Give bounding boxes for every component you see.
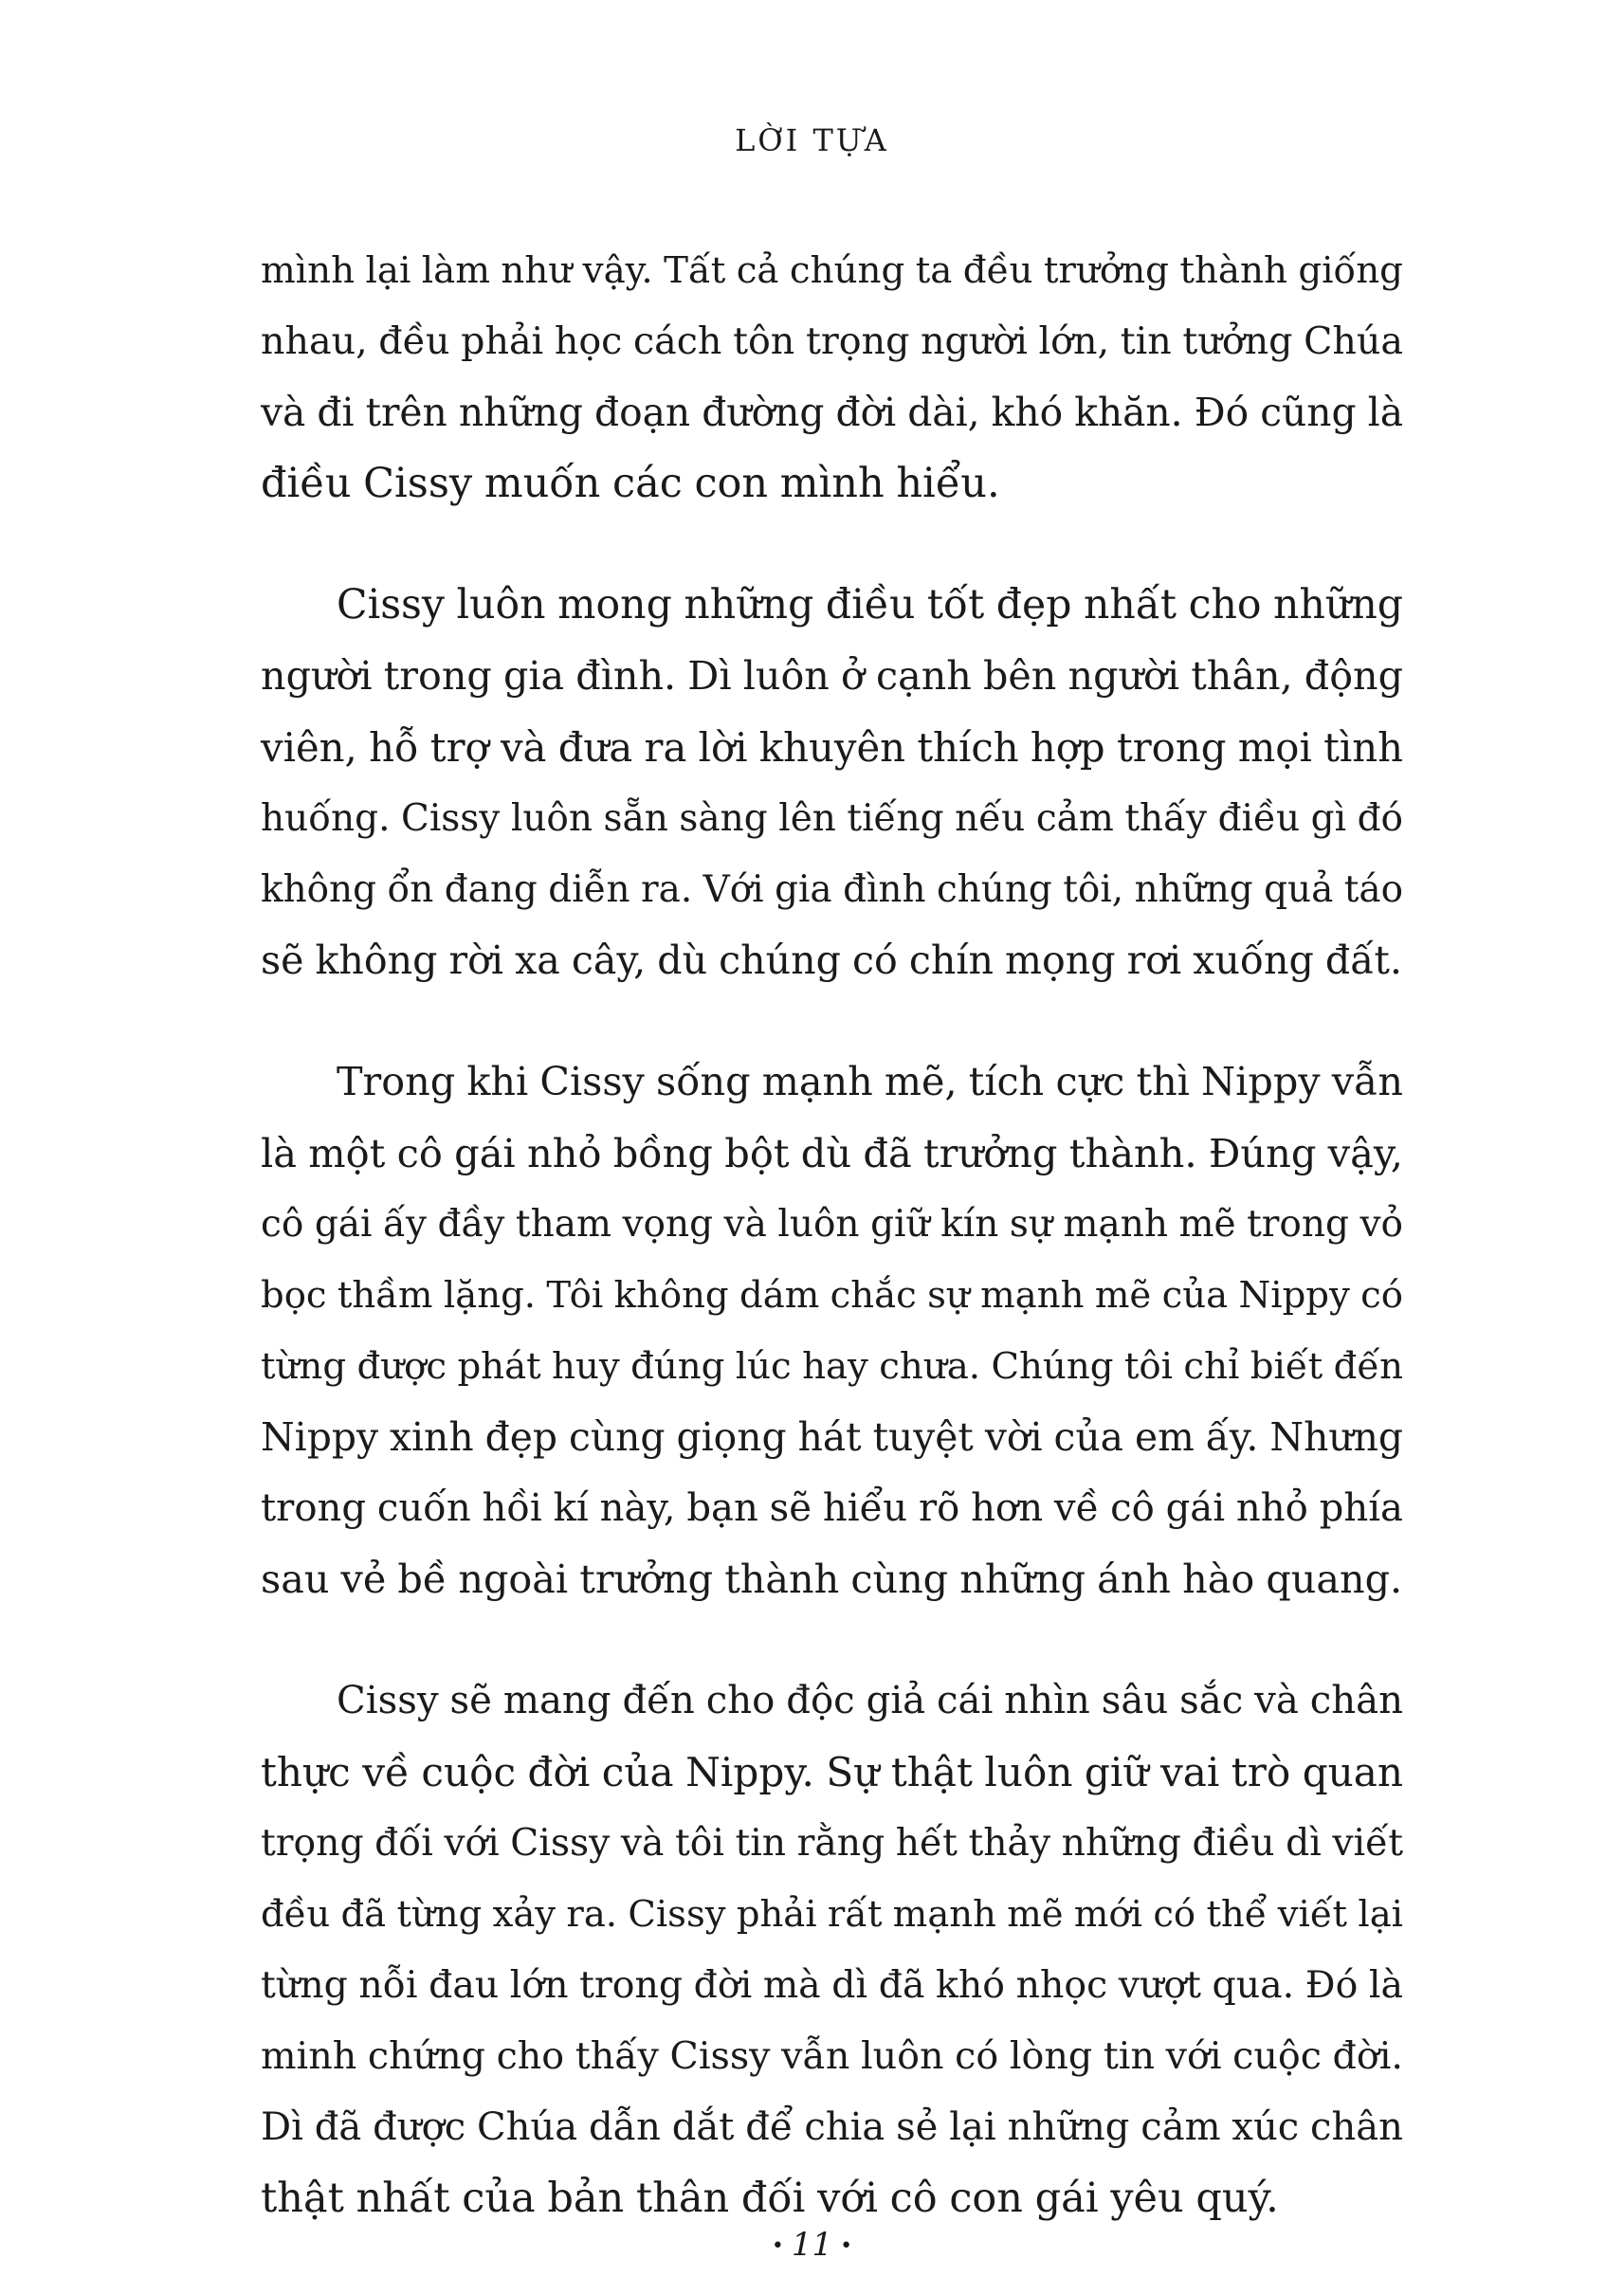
text-line: Dì đã được Chúa dẫn dắt để chia sẻ lại những cảm xúc chân: [261, 2105, 1403, 2149]
folio-bullet-right: •: [840, 2234, 853, 2258]
text-line: nhau, đều phải học cách tôn trọng người lớn, tin tưởng Chúa: [261, 319, 1403, 363]
text-line: không ổn đang diễn ra. Với gia đình chúng tôi, những quả táo: [261, 868, 1403, 911]
text-line: Trong khi Cissy sống mạnh mẽ, tích cực thì Nippy vẫn: [337, 1059, 1403, 1104]
text-line: người trong gia đình. Dì luôn ở cạnh bên người thân, động: [261, 653, 1403, 699]
text-line: từng được phát huy đúng lúc hay chưa. Chúng tôi chỉ biết đến: [261, 1345, 1403, 1388]
text-line: đều đã từng xảy ra. Cissy phải rất mạnh mẽ mới có thể viết lại: [261, 1893, 1403, 1936]
text-line: Cissy sẽ mang đến cho độc giả cái nhìn sâu sắc và chân: [337, 1679, 1403, 1722]
text-line: trong cuốn hồi kí này, bạn sẽ hiểu rõ hơn về cô gái nhỏ phía: [261, 1486, 1403, 1530]
text-line: từng nỗi đau lớn trong đời mà dì đã khó nhọc vượt qua. Đó là: [261, 1963, 1403, 2007]
paragraph-2: [261, 570, 1403, 996]
text-line: huống. Cissy luôn sẵn sàng lên tiếng nếu cảm thấy điều gì đó: [261, 797, 1403, 840]
text-line: là một cô gái nhỏ bồng bột dù đã trưởng thành. Đúng vậy,: [261, 1130, 1403, 1176]
page-number: [0, 2226, 1624, 2266]
paragraph-gap: [261, 996, 1403, 1047]
folio-bullet-left: •: [771, 2234, 784, 2258]
body-text: [261, 235, 1403, 2234]
text-line: minh chứng cho thấy Cissy vẫn luôn có lòng tin với cuộc đời.: [261, 2034, 1403, 2078]
text-line: Nippy xinh đẹp cùng giọng hát tuyệt vời của em ấy. Nhưng: [261, 1414, 1403, 1460]
text-line: cô gái ấy đầy tham vọng và luôn giữ kín sự mạnh mẽ trong vỏ: [261, 1203, 1403, 1246]
text-line: Cissy luôn mong những điều tốt đẹp nhất cho những: [337, 581, 1403, 628]
text-line: và đi trên những đoạn đường đời dài, khó khăn. Đó cũng là: [261, 390, 1403, 435]
paragraph-gap: [261, 1615, 1403, 1666]
text-line: bọc thầm lặng. Tôi không dám chắc sự mạnh mẽ của Nippy có: [261, 1274, 1403, 1317]
text-line: thực về cuộc đời của Nippy. Sự thật luôn giữ vai trò quan: [261, 1749, 1403, 1795]
text-line: sẽ không rời xa cây, dù chúng có chín mọng rơi xuống đất.: [261, 938, 1402, 983]
text-line: sau vẻ bề ngoài trưởng thành cùng những ánh hào quang.: [261, 1557, 1403, 1602]
text-line: viên, hỗ trợ và đưa ra lời khuyên thích hợp trong mọi tình: [261, 724, 1403, 771]
text-line: trọng đối với Cissy và tôi tin rằng hết thảy những điều dì viết: [261, 1822, 1403, 1865]
text-line: thật nhất của bản thân đối với cô con gái yêu quý.: [261, 2175, 1279, 2222]
paragraph-1: [261, 235, 1403, 519]
paragraph-gap: [261, 519, 1403, 570]
text-line: mình lại làm như vậy. Tất cả chúng ta đều trưởng thành giống: [261, 249, 1403, 292]
running-head: LỜI TỰA: [735, 122, 889, 158]
paragraph-4: [261, 1666, 1403, 2234]
text-line: điều Cissy muốn các con mình hiểu.: [261, 460, 1000, 507]
paragraph-3: [261, 1047, 1403, 1615]
page-number-value: 11: [791, 2226, 833, 2264]
